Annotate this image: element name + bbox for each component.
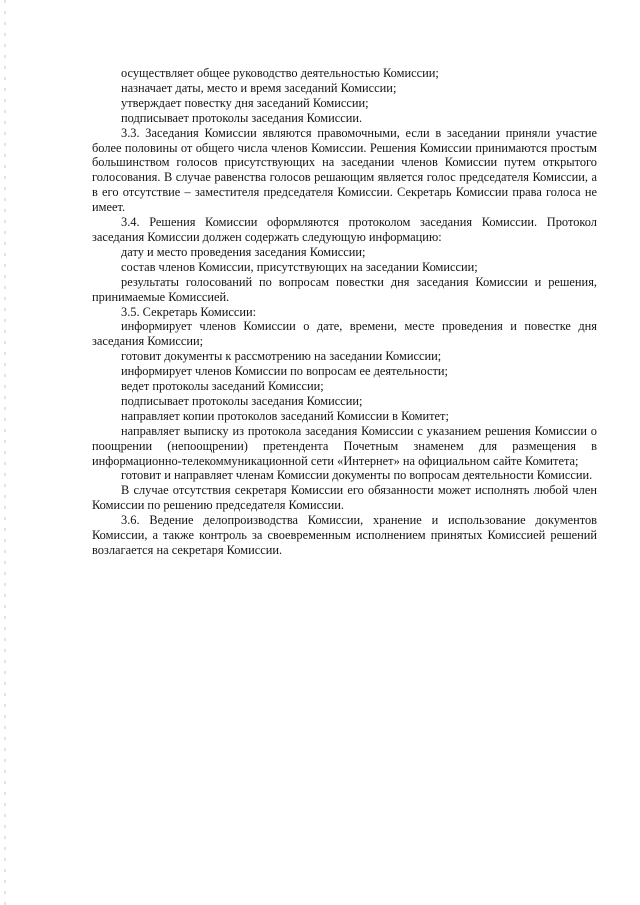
paragraph-chair-duty-3: утверждает повестку дня заседаний Комиссии;	[121, 95, 369, 110]
paragraph-3-6: 3.6. Ведение делопроизводства Комиссии, хранение и использование документов Комиссии, а также контроль за своевременным исполнением принятых Комиссией решений возлагается на секретаря Комиссии.	[92, 513, 597, 557]
paragraph-3-4: 3.4. Решения Комиссии оформляются протоколом заседания Комиссии. Протокол заседания Комиссии должен содержать следующую информацию:	[92, 215, 597, 244]
paragraph-secretary-duty-4: ведет протоколы заседаний Комиссии;	[121, 379, 324, 394]
paragraph-secretary-duty-2: готовит документы к рассмотрению на заседании Комиссии;	[121, 349, 442, 364]
paragraph-protocol-item-3: результаты голосований по вопросам повестки дня заседания Комиссии и решения, принимаемые Комиссией.	[92, 274, 597, 304]
paragraph-secretary-absence: В случае отсутствия секретаря Комиссии его обязанности может исполнять любой член Комиссии по решению председателя Комиссии.	[92, 483, 597, 513]
paragraph-protocol-item-1: дату и место проведения заседания Комиссии;	[121, 244, 366, 259]
paragraph-3-3: 3.3. Заседания Комиссии являются правомочными, если в заседании приняли участие более половины от общего числа членов Комиссии. Решения Комиссии принимаются простым большинством голосов присутствующих на заседании членов Комиссии путем открытого голосования. В случае равенства голосов решающим является голос председателя Комиссии, а в его отсутствие – заместителя председателя Комиссии. Секретарь Комиссии права голоса не имеет.	[92, 125, 597, 215]
paragraph-chair-duty-4: подписывает протоколы заседания Комиссии.	[121, 110, 363, 125]
paragraph-secretary-duty-7: направляет выписку из протокола заседания Комиссии с указанием решения Комиссии о поощрении (непоощрении) претендента Почетным знаменем для размещения в информационно-телекоммуникационной сети «Интернет» на официальном сайте Комитета;	[92, 423, 597, 468]
paragraph-secretary-duty-8: готовит и направляет членам Комиссии документы по вопросам деятельности Комиссии.	[121, 468, 593, 483]
paragraph-protocol-item-2: состав членов Комиссии, присутствующих на заседании Комиссии;	[121, 259, 478, 274]
paragraph-3-5: 3.5. Секретарь Комиссии:	[121, 304, 257, 319]
document-body	[92, 66, 597, 558]
paragraph-chair-duty-1: осуществляет общее руководство деятельностью Комиссии;	[121, 66, 439, 80]
scan-edge-artifact	[4, 0, 6, 905]
paragraph-secretary-duty-3: информирует членов Комиссии по вопросам ее деятельности;	[121, 364, 448, 379]
paragraph-secretary-duty-1: информирует членов Комиссии о дате, времени, месте проведения и повестке дня заседания Комиссии;	[92, 319, 597, 349]
paragraph-secretary-duty-5: подписывает протоколы заседания Комиссии;	[121, 393, 363, 408]
paragraph-chair-duty-2: назначает даты, место и время заседаний Комиссии;	[121, 80, 397, 95]
paragraph-secretary-duty-6: направляет копии протоколов заседаний Комиссии в Комитет;	[121, 408, 449, 423]
